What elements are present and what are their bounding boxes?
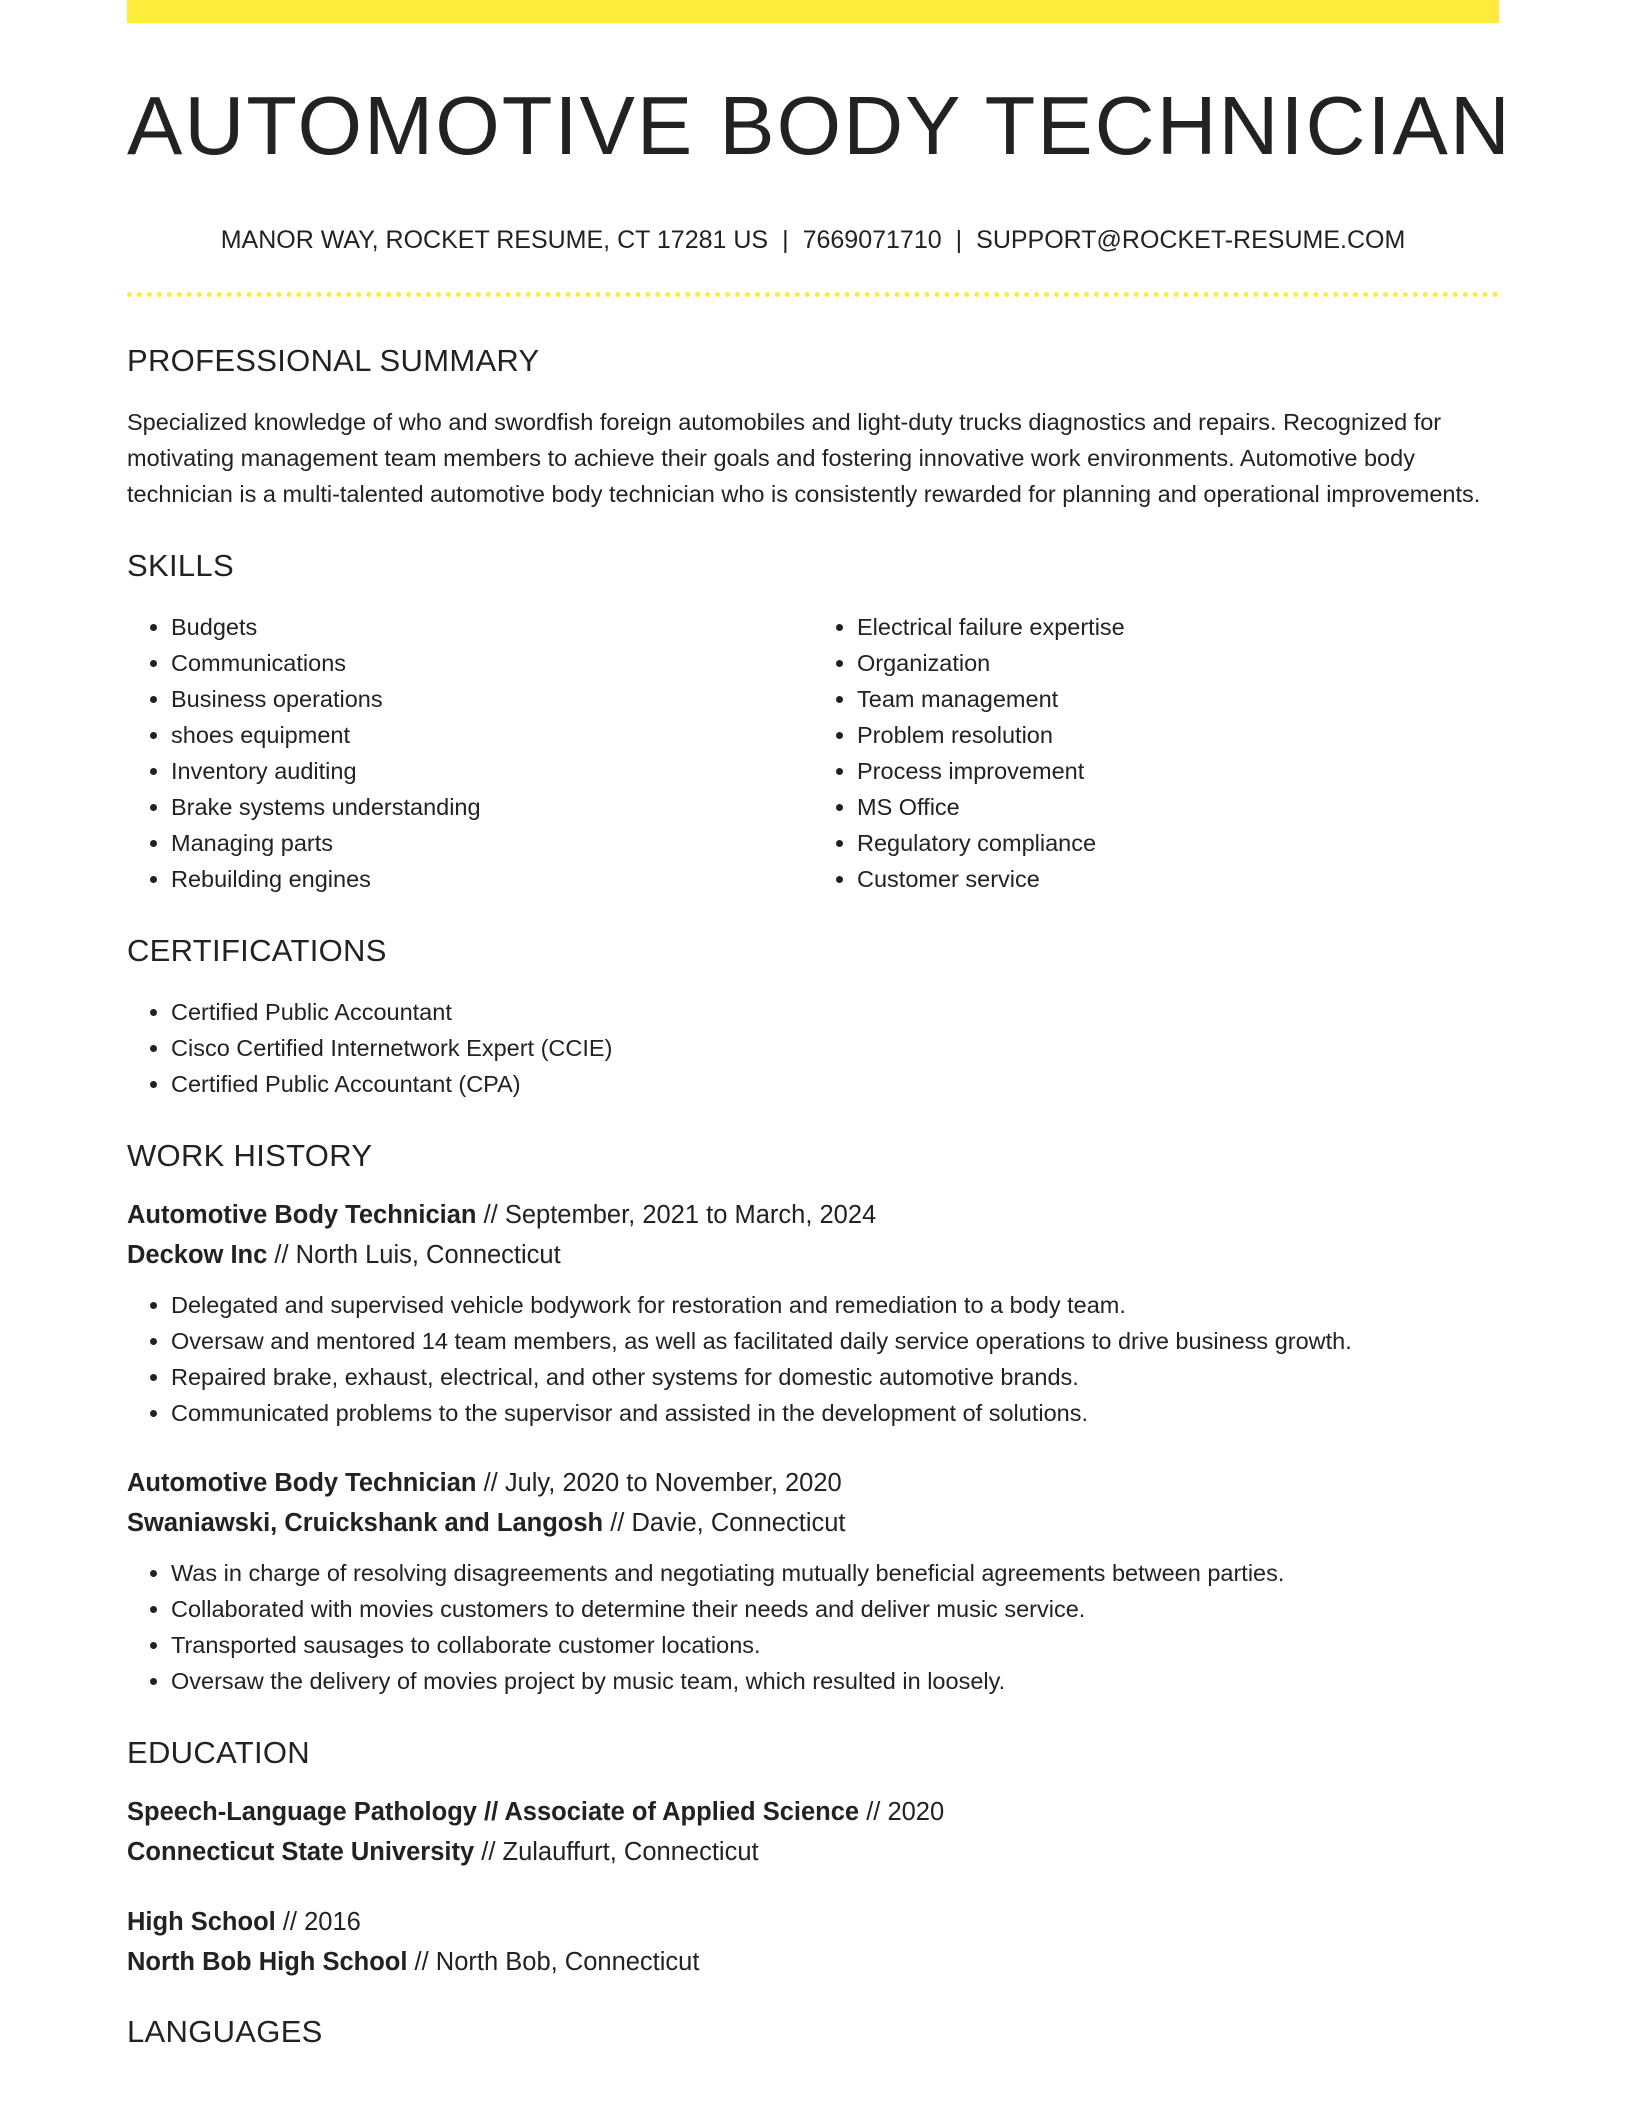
certification-item: • Cisco Certified Internetwork Expert (CCIE) xyxy=(171,1030,1499,1066)
summary-text: Specialized knowledge of who and swordfish foreign automobiles and light-duty trucks diagnostics and repairs. Recognized for motivating management team members to achieve their goals and fostering innovative work environments. Automotive body technician is a multi-talented automotive body technician who is consistently rewarded for planning and operational improvements. xyxy=(127,409,1481,507)
education-school-line xyxy=(127,1942,1499,1982)
job-location: // Davie, Connecticut xyxy=(603,1509,846,1537)
job-bullet: • Delegated and supervised vehicle bodywork for restoration and remediation to a body team. xyxy=(171,1287,1499,1323)
job-role-line xyxy=(127,1195,1499,1235)
job-bullet: • Communicated problems to the supervisor and assisted in the development of solutions. xyxy=(171,1395,1499,1431)
resume-name: AUTOMOTIVE BODY TECHNICIAN xyxy=(127,79,1512,172)
contact-line xyxy=(127,228,1499,253)
education-entry xyxy=(127,1902,1499,1982)
education-degree-line xyxy=(127,1902,1499,1942)
skill-item: • Customer service xyxy=(857,861,1499,897)
education-school: Connecticut State University xyxy=(127,1838,475,1866)
certification-item: • Certified Public Accountant xyxy=(171,994,1499,1030)
education-degree: Speech-Language Pathology // Associate of Applied Science xyxy=(127,1798,860,1826)
job-bullet: • Transported sausages to collaborate customer locations. xyxy=(171,1627,1499,1663)
job-company: Deckow Inc xyxy=(127,1241,268,1269)
summary-title: PROFESSIONAL SUMMARY xyxy=(127,343,540,378)
education-school-line xyxy=(127,1832,1499,1872)
job-bullet: • Oversaw and mentored 14 team members, as well as facilitated daily service operations to drive business growth. xyxy=(171,1323,1499,1359)
resume-content xyxy=(127,0,1512,2049)
skill-item: • Regulatory compliance xyxy=(857,825,1499,861)
skill-item: • Inventory auditing xyxy=(171,753,813,789)
skill-item: • Managing parts xyxy=(171,825,813,861)
skill-item: • Budgets xyxy=(171,609,813,645)
contact-separator: | xyxy=(782,226,789,254)
work-history-title: WORK HISTORY xyxy=(127,1138,373,1173)
job-role: Automotive Body Technician xyxy=(127,1201,477,1229)
education-year: // 2016 xyxy=(275,1908,361,1936)
education-entry xyxy=(127,1792,1499,1872)
skill-item: • Problem resolution xyxy=(857,717,1499,753)
skill-item: • Rebuilding engines xyxy=(171,861,813,897)
education-degree: High School xyxy=(127,1908,276,1936)
job-bullet: • Was in charge of resolving disagreements and negotiating mutually beneficial agreements between parties. xyxy=(171,1555,1499,1591)
contact-address: MANOR WAY, ROCKET RESUME, CT 17281 US xyxy=(220,226,769,254)
skill-item: • Organization xyxy=(857,645,1499,681)
education-title: EDUCATION xyxy=(127,1735,310,1770)
job-bullets xyxy=(127,1555,1499,1699)
education-degree-line xyxy=(127,1792,1499,1832)
skill-item: • Process improvement xyxy=(857,753,1499,789)
top-accent-bar xyxy=(127,0,1499,23)
skill-item: • shoes equipment xyxy=(171,717,813,753)
education-year: // 2020 xyxy=(859,1798,945,1826)
contact-email: SUPPORT@ROCKET-RESUME.COM xyxy=(976,226,1406,254)
languages-title: LANGUAGES xyxy=(127,2014,323,2049)
job-bullet: • Repaired brake, exhaust, electrical, and other systems for domestic automotive brands. xyxy=(171,1359,1499,1395)
skills-left-list xyxy=(127,609,813,897)
education-location: // Zulauffurt, Connecticut xyxy=(474,1838,759,1866)
job-role: Automotive Body Technician xyxy=(127,1469,477,1497)
skill-item: • Team management xyxy=(857,681,1499,717)
skills-right-list xyxy=(813,609,1499,897)
skill-item: • MS Office xyxy=(857,789,1499,825)
job-location: // North Luis, Connecticut xyxy=(267,1241,561,1269)
certifications-title: CERTIFICATIONS xyxy=(127,933,387,968)
job-role-line xyxy=(127,1463,1499,1503)
job-dates: // September, 2021 to March, 2024 xyxy=(476,1201,877,1229)
job-company: Swaniawski, Cruickshank and Langosh xyxy=(127,1509,604,1537)
job-dates: // July, 2020 to November, 2020 xyxy=(476,1469,842,1497)
certifications-list xyxy=(127,994,1499,1102)
skill-item: • Electrical failure expertise xyxy=(857,609,1499,645)
job-entry xyxy=(127,1463,1499,1699)
contact-separator: | xyxy=(955,226,963,254)
education-school: North Bob High School xyxy=(127,1948,408,1976)
job-company-line xyxy=(127,1235,1499,1275)
skill-item: • Communications xyxy=(171,645,813,681)
skill-item: • Business operations xyxy=(171,681,813,717)
education-location: // North Bob, Connecticut xyxy=(407,1948,700,1976)
certification-item: • Certified Public Accountant (CPA) xyxy=(171,1066,1499,1102)
skill-item: • Brake systems understanding xyxy=(171,789,813,825)
skills-columns xyxy=(127,609,1499,897)
job-bullets xyxy=(127,1287,1499,1431)
contact-phone: 7669071710 xyxy=(802,226,942,254)
skills-title: SKILLS xyxy=(127,548,234,583)
job-entry xyxy=(127,1195,1499,1431)
header-divider xyxy=(127,292,1499,297)
job-company-line xyxy=(127,1503,1499,1543)
job-bullet: • Oversaw the delivery of movies project by music team, which resulted in loosely. xyxy=(171,1663,1499,1699)
job-bullet: • Collaborated with movies customers to determine their needs and deliver music service. xyxy=(171,1591,1499,1627)
